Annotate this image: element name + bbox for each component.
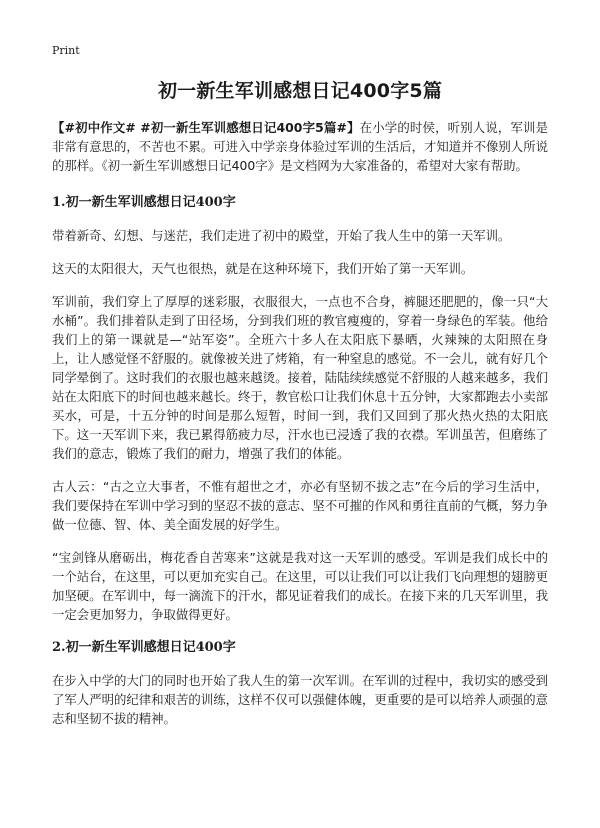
intro-paragraph [52, 118, 548, 175]
paragraph: 在步入中学的大门的同时也开始了我人生的第一次军训。在军训的过程中，我切实的感受到了军人严明的纪律和艰苦的训练，这样不仅可以强健体魄，更重要的是可以培养人顽强的意志和坚韧不拔的精神。 [52, 673, 548, 726]
intro-text: 在小学的时侯，听别人说，军训是非常有意思的，不苦也不累。可进入中学亲身体验过军训的生活后，才知道并不像别人所说的那样。《初一新生军训感想日记400字》是文档网为大家准备的，希望对大家有帮助。 [52, 120, 549, 173]
paragraph: 这天的太阳很大，天气也很热，就是在这种环境下，我们开始了第一天军训。 [52, 261, 474, 276]
paragraph: 古人云：“古之立大事者，不惟有超世之才，亦必有坚韧不拔之志”在今后的学习生活中，我们要保持在军训中学习到的坚忍不拔的意志、坚不可摧的作风和勇往直前的气概，努力争做一位德、智、体、美全面发展的好学生。 [52, 479, 548, 532]
section-heading-2: 2.初一新生军训感想日记400字 [52, 640, 236, 655]
intro-tag: 【#初中作文# #初一新生军训感想日记400字5篇#】 [52, 120, 360, 135]
section-heading-1: 1.初一新生军训感想日记400字 [52, 195, 236, 210]
paragraph: 军训前，我们穿上了厚厚的迷彩服，衣服很大，一点也不合身，裤腿还肥肥的，像一只“大水桶”。我们排着队走到了田径场，分到我们班的教官瘦瘦的，穿着一身绿色的军装。他给我们上的第一课就是—“站军姿”。全班六十多人在太阳底下暴晒，火辣辣的太阳照在身上，让人感觉怪不舒服的。就像被关进了烤箱，有一种窒息的感觉。不一会儿，就有好几个同学晕倒了。这时我们的衣服也越来越烫。接着，陆陆续续感觉不舒服的人越来越多，我们站在太阳底下的时间也越来越长。终于，教官松口让我们休息十五分钟，大家都跑去小卖部买水，可是，十五分钟的时间是那么短暂，时间一到，我们又回到了那火热火热的太阳底下。这一天军训下来，我已累得筋疲力尽，汗水也已浸透了我的衣襟。军训虽苦，但磨练了我们的意志，锻炼了我们的耐力，增强了我们的体能。 [52, 294, 548, 461]
print-link[interactable]: Print [52, 44, 80, 57]
page-title: 初一新生军训感想日记400字5篇 [157, 80, 443, 102]
paragraph: “宝剑锋从磨砺出，梅花香自苦寒来”这就是我对这一天军训的感受。军训是我们成长中的一个站台，在这里，可以更加充实自己。在这里，可以让我们可以让我们飞向理想的翅膀更加坚硬。在军训中，每一滴流下的汗水，都见证着我们的成长。在接下来的几天军训里，我一定会更加努力，争取做得更好。 [52, 550, 548, 622]
article [52, 78, 548, 742]
paragraph: 带着新奇、幻想、与迷茫，我们走进了初中的殿堂，开始了我人生中的第一天军训。 [52, 228, 511, 243]
